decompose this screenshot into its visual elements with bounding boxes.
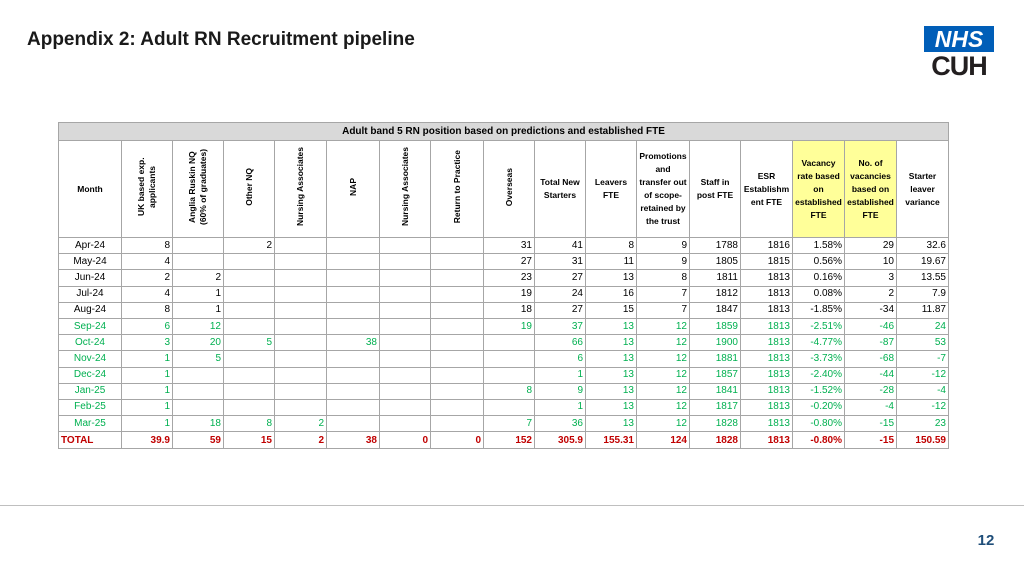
table-cell bbox=[275, 351, 327, 367]
table-cell: 11 bbox=[586, 254, 637, 270]
column-header bbox=[327, 141, 380, 238]
table-cell: 31 bbox=[484, 238, 535, 254]
table-cell: 24 bbox=[897, 318, 949, 334]
table-cell: 29 bbox=[845, 238, 897, 254]
table-cell bbox=[380, 367, 431, 383]
table-cell bbox=[380, 383, 431, 399]
total-cell: 1828 bbox=[690, 432, 741, 449]
table-cell bbox=[380, 286, 431, 302]
table-cell: 32.6 bbox=[897, 238, 949, 254]
table-cell: -2.40% bbox=[793, 367, 845, 383]
table-cell: 1813 bbox=[741, 351, 793, 367]
page-number: 12 bbox=[977, 532, 995, 549]
table-cell: 41 bbox=[535, 238, 586, 254]
table-cell: 1859 bbox=[690, 318, 741, 334]
table-cell: 1813 bbox=[741, 367, 793, 383]
total-cell: 0 bbox=[380, 432, 431, 449]
table-cell: -34 bbox=[845, 302, 897, 318]
table-cell bbox=[275, 399, 327, 415]
footer-divider bbox=[0, 505, 1024, 506]
table-cell: 1813 bbox=[741, 383, 793, 399]
table-cell: 13 bbox=[586, 335, 637, 351]
table-cell: 1805 bbox=[690, 254, 741, 270]
table-cell bbox=[380, 399, 431, 415]
table-cell bbox=[431, 399, 484, 415]
table-cell: 8 bbox=[224, 416, 275, 432]
table-cell: -0.20% bbox=[793, 399, 845, 415]
month-cell: Jun-24 bbox=[59, 270, 122, 286]
table-cell: 9 bbox=[637, 254, 690, 270]
table-row bbox=[59, 286, 949, 302]
table-cell: -1.85% bbox=[793, 302, 845, 318]
table-cell bbox=[431, 318, 484, 334]
table-cell bbox=[380, 351, 431, 367]
table-row bbox=[59, 416, 949, 432]
table-cell bbox=[327, 286, 380, 302]
table-cell: 18 bbox=[173, 416, 224, 432]
table-cell: 1 bbox=[173, 286, 224, 302]
table-cell: 1817 bbox=[690, 399, 741, 415]
month-cell: May-24 bbox=[59, 254, 122, 270]
column-header: Starter leaver variance bbox=[897, 141, 949, 238]
nhs-cuh-logo bbox=[924, 26, 994, 80]
table-cell: 8 bbox=[637, 270, 690, 286]
table-cell bbox=[327, 383, 380, 399]
table-cell: 1847 bbox=[690, 302, 741, 318]
table-cell bbox=[224, 351, 275, 367]
month-cell: Jan-25 bbox=[59, 383, 122, 399]
total-cell: 0 bbox=[431, 432, 484, 449]
table-cell: 3 bbox=[845, 270, 897, 286]
table-cell: -15 bbox=[845, 416, 897, 432]
table-cell: -4.77% bbox=[793, 335, 845, 351]
table-cell: 13 bbox=[586, 367, 637, 383]
table-row bbox=[59, 270, 949, 286]
table-cell: 5 bbox=[173, 351, 224, 367]
table-cell: 0.16% bbox=[793, 270, 845, 286]
table-cell: 2 bbox=[275, 416, 327, 432]
table-cell: 1 bbox=[173, 302, 224, 318]
table-cell bbox=[380, 335, 431, 351]
total-cell: 152 bbox=[484, 432, 535, 449]
table-cell: 6 bbox=[122, 318, 173, 334]
table-cell: 23 bbox=[484, 270, 535, 286]
table-cell: 37 bbox=[535, 318, 586, 334]
column-header: ESR Establishm ent FTE bbox=[741, 141, 793, 238]
table-cell bbox=[275, 238, 327, 254]
page-title: Appendix 2: Adult RN Recruitment pipeline bbox=[27, 29, 415, 50]
total-label: TOTAL bbox=[59, 432, 122, 449]
table-cell: -2.51% bbox=[793, 318, 845, 334]
total-cell: 150.59 bbox=[897, 432, 949, 449]
column-header bbox=[380, 141, 431, 238]
table-cell: 1857 bbox=[690, 367, 741, 383]
table-row bbox=[59, 383, 949, 399]
table-cell bbox=[484, 399, 535, 415]
table-cell: 13.55 bbox=[897, 270, 949, 286]
table-cell bbox=[224, 383, 275, 399]
table-cell: 16 bbox=[586, 286, 637, 302]
table-cell: 19 bbox=[484, 318, 535, 334]
recruitment-pipeline-table bbox=[58, 122, 949, 449]
table-cell bbox=[431, 254, 484, 270]
table-cell: 1813 bbox=[741, 399, 793, 415]
table-cell: 4 bbox=[122, 286, 173, 302]
table-cell: 1 bbox=[122, 351, 173, 367]
table-row bbox=[59, 318, 949, 334]
table-cell bbox=[224, 318, 275, 334]
total-cell: 124 bbox=[637, 432, 690, 449]
table-cell: 31 bbox=[535, 254, 586, 270]
table-cell bbox=[173, 367, 224, 383]
table-cell bbox=[275, 302, 327, 318]
table-cell: 13 bbox=[586, 351, 637, 367]
table-cell: 19 bbox=[484, 286, 535, 302]
table-cell bbox=[327, 399, 380, 415]
table-cell bbox=[275, 367, 327, 383]
table-cell bbox=[327, 302, 380, 318]
table-cell bbox=[173, 399, 224, 415]
nhs-logo-text: NHS bbox=[924, 26, 994, 52]
table-cell: 1811 bbox=[690, 270, 741, 286]
table-row bbox=[59, 238, 949, 254]
table-cell bbox=[431, 416, 484, 432]
column-header: Vacancy rate based on established FTE bbox=[793, 141, 845, 238]
table-cell: 6 bbox=[535, 351, 586, 367]
table-cell bbox=[275, 254, 327, 270]
table-cell: 13 bbox=[586, 318, 637, 334]
column-header-label: Nursing Associates bbox=[399, 147, 410, 227]
total-cell: 305.9 bbox=[535, 432, 586, 449]
table-cell: 2 bbox=[845, 286, 897, 302]
table-cell: 12 bbox=[637, 335, 690, 351]
table-cell: 27 bbox=[484, 254, 535, 270]
table-cell: 1900 bbox=[690, 335, 741, 351]
table-cell bbox=[275, 383, 327, 399]
table-cell: 66 bbox=[535, 335, 586, 351]
month-cell: Apr-24 bbox=[59, 238, 122, 254]
total-cell: 15 bbox=[224, 432, 275, 449]
table-cell bbox=[224, 270, 275, 286]
table-cell: 7 bbox=[484, 416, 535, 432]
table-cell: 12 bbox=[637, 351, 690, 367]
table-cell: 12 bbox=[637, 383, 690, 399]
table-cell: -12 bbox=[897, 399, 949, 415]
table-cell: -0.80% bbox=[793, 416, 845, 432]
table-row bbox=[59, 351, 949, 367]
table-cell: 11.87 bbox=[897, 302, 949, 318]
table-cell: 1841 bbox=[690, 383, 741, 399]
table-cell: 2 bbox=[224, 238, 275, 254]
table-cell bbox=[327, 416, 380, 432]
table-cell: 1 bbox=[122, 383, 173, 399]
column-header-label: UK based exp. applicants bbox=[136, 157, 157, 217]
table-cell bbox=[327, 270, 380, 286]
table-cell: -28 bbox=[845, 383, 897, 399]
table-cell: 27 bbox=[535, 270, 586, 286]
table-cell: 36 bbox=[535, 416, 586, 432]
table-cell: 12 bbox=[637, 318, 690, 334]
table-cell: 20 bbox=[173, 335, 224, 351]
table-row bbox=[59, 254, 949, 270]
month-cell: Feb-25 bbox=[59, 399, 122, 415]
column-header bbox=[224, 141, 275, 238]
table-cell bbox=[380, 254, 431, 270]
table-cell bbox=[224, 367, 275, 383]
table-cell: 1 bbox=[535, 367, 586, 383]
table-cell: -87 bbox=[845, 335, 897, 351]
table-cell bbox=[431, 351, 484, 367]
table-cell: 7 bbox=[637, 302, 690, 318]
column-header-label: Anglia Ruskin NQ (60% of graduates) bbox=[187, 148, 208, 226]
table-cell bbox=[327, 238, 380, 254]
table-cell: 18 bbox=[484, 302, 535, 318]
table-cell: -12 bbox=[897, 367, 949, 383]
table-row bbox=[59, 367, 949, 383]
table-cell bbox=[431, 302, 484, 318]
cuh-logo-text: CUH bbox=[931, 51, 987, 81]
table-cell: 1828 bbox=[690, 416, 741, 432]
table-cell: 19.67 bbox=[897, 254, 949, 270]
column-header-label: Nursing Associates bbox=[295, 147, 305, 227]
table-cell: 13 bbox=[586, 399, 637, 415]
table-cell bbox=[431, 367, 484, 383]
month-cell: Sep-24 bbox=[59, 318, 122, 334]
table-cell bbox=[431, 238, 484, 254]
table-cell bbox=[431, 286, 484, 302]
month-cell: Dec-24 bbox=[59, 367, 122, 383]
table-cell bbox=[224, 399, 275, 415]
table-cell: 1788 bbox=[690, 238, 741, 254]
table-cell bbox=[224, 302, 275, 318]
table-cell: 1881 bbox=[690, 351, 741, 367]
table-cell bbox=[327, 367, 380, 383]
table-row bbox=[59, 335, 949, 351]
table-cell: 13 bbox=[586, 270, 637, 286]
table-cell: 13 bbox=[586, 383, 637, 399]
table-cell bbox=[484, 351, 535, 367]
column-header-label: NAP bbox=[347, 178, 358, 196]
table-cell: 38 bbox=[327, 335, 380, 351]
table-cell: 0.08% bbox=[793, 286, 845, 302]
total-cell: 39.9 bbox=[122, 432, 173, 449]
table-cell: -3.73% bbox=[793, 351, 845, 367]
table-caption: Adult band 5 RN position based on predictions and established FTE bbox=[59, 123, 949, 141]
table-cell: 5 bbox=[224, 335, 275, 351]
table-cell bbox=[224, 254, 275, 270]
table-cell: 1813 bbox=[741, 286, 793, 302]
month-cell: Aug-24 bbox=[59, 302, 122, 318]
table-cell bbox=[275, 286, 327, 302]
table-cell bbox=[484, 367, 535, 383]
column-header bbox=[173, 141, 224, 238]
table-cell: 2 bbox=[122, 270, 173, 286]
table-cell bbox=[484, 335, 535, 351]
table-cell bbox=[173, 254, 224, 270]
table-cell: -68 bbox=[845, 351, 897, 367]
table-cell: 1813 bbox=[741, 335, 793, 351]
table-cell: 53 bbox=[897, 335, 949, 351]
column-header: No. of vacancies based on established FTE bbox=[845, 141, 897, 238]
table-cell: 10 bbox=[845, 254, 897, 270]
table-cell bbox=[380, 270, 431, 286]
table-cell: 23 bbox=[897, 416, 949, 432]
table-cell bbox=[431, 270, 484, 286]
column-header bbox=[275, 141, 327, 238]
table-cell: 1 bbox=[535, 399, 586, 415]
column-header bbox=[122, 141, 173, 238]
table-cell bbox=[431, 383, 484, 399]
table-cell: 1 bbox=[122, 399, 173, 415]
table-cell: 1812 bbox=[690, 286, 741, 302]
total-cell: -0.80% bbox=[793, 432, 845, 449]
table-cell: 1813 bbox=[741, 302, 793, 318]
column-header-label: Return to Practice bbox=[451, 150, 462, 224]
table-header-row bbox=[59, 141, 949, 238]
column-header: Staff in post FTE bbox=[690, 141, 741, 238]
table-cell bbox=[224, 286, 275, 302]
total-cell: 59 bbox=[173, 432, 224, 449]
table-cell: 7.9 bbox=[897, 286, 949, 302]
table-cell: 1.58% bbox=[793, 238, 845, 254]
table-cell: 1 bbox=[122, 416, 173, 432]
table-cell: 1815 bbox=[741, 254, 793, 270]
table-cell bbox=[275, 335, 327, 351]
table-cell: 1 bbox=[122, 367, 173, 383]
table-cell: 12 bbox=[637, 399, 690, 415]
table-cell: 12 bbox=[173, 318, 224, 334]
column-header: Leavers FTE bbox=[586, 141, 637, 238]
table-cell bbox=[327, 351, 380, 367]
table-cell: 1813 bbox=[741, 416, 793, 432]
table-cell: 27 bbox=[535, 302, 586, 318]
table-cell: -1.52% bbox=[793, 383, 845, 399]
month-cell: Oct-24 bbox=[59, 335, 122, 351]
table-cell bbox=[327, 318, 380, 334]
table-cell bbox=[431, 335, 484, 351]
table-cell: -7 bbox=[897, 351, 949, 367]
table-cell bbox=[380, 238, 431, 254]
table-cell: 9 bbox=[535, 383, 586, 399]
column-header-label: Other NQ bbox=[243, 168, 254, 206]
table-cell: 3 bbox=[122, 335, 173, 351]
total-cell: -15 bbox=[845, 432, 897, 449]
table-cell: 0.56% bbox=[793, 254, 845, 270]
table-cell bbox=[275, 318, 327, 334]
table-cell bbox=[380, 318, 431, 334]
table-cell bbox=[275, 270, 327, 286]
table-cell: 15 bbox=[586, 302, 637, 318]
table-cell: 13 bbox=[586, 416, 637, 432]
total-cell: 38 bbox=[327, 432, 380, 449]
table-cell: 1813 bbox=[741, 270, 793, 286]
column-header: Month bbox=[59, 141, 122, 238]
table-cell: 24 bbox=[535, 286, 586, 302]
table-cell: 8 bbox=[586, 238, 637, 254]
table-cell: -44 bbox=[845, 367, 897, 383]
total-cell: 155.31 bbox=[586, 432, 637, 449]
total-cell: 1813 bbox=[741, 432, 793, 449]
table-cell: 4 bbox=[122, 254, 173, 270]
total-row bbox=[59, 432, 949, 449]
table-cell bbox=[380, 416, 431, 432]
column-header-label: Overseas bbox=[503, 167, 514, 207]
table-cell: -4 bbox=[897, 383, 949, 399]
table-cell: -46 bbox=[845, 318, 897, 334]
table-cell: 1813 bbox=[741, 318, 793, 334]
table-cell: 2 bbox=[173, 270, 224, 286]
month-cell: Nov-24 bbox=[59, 351, 122, 367]
table-row bbox=[59, 399, 949, 415]
table-row bbox=[59, 302, 949, 318]
table-cell: 8 bbox=[122, 302, 173, 318]
month-cell: Mar-25 bbox=[59, 416, 122, 432]
table-cell bbox=[327, 254, 380, 270]
table-cell: 12 bbox=[637, 367, 690, 383]
table-cell: 8 bbox=[484, 383, 535, 399]
table-cell bbox=[380, 302, 431, 318]
month-cell: Jul-24 bbox=[59, 286, 122, 302]
column-header: Total New Starters bbox=[535, 141, 586, 238]
table-cell: 12 bbox=[637, 416, 690, 432]
table-cell bbox=[173, 238, 224, 254]
table-cell: 9 bbox=[637, 238, 690, 254]
column-header bbox=[484, 141, 535, 238]
total-cell: 2 bbox=[275, 432, 327, 449]
table-cell: 1816 bbox=[741, 238, 793, 254]
column-header bbox=[431, 141, 484, 238]
table-cell: 7 bbox=[637, 286, 690, 302]
table-cell: -4 bbox=[845, 399, 897, 415]
column-header: Promotions and transfer out of scope- retained by the trust bbox=[637, 141, 690, 238]
table-cell: 8 bbox=[122, 238, 173, 254]
table-cell bbox=[173, 383, 224, 399]
